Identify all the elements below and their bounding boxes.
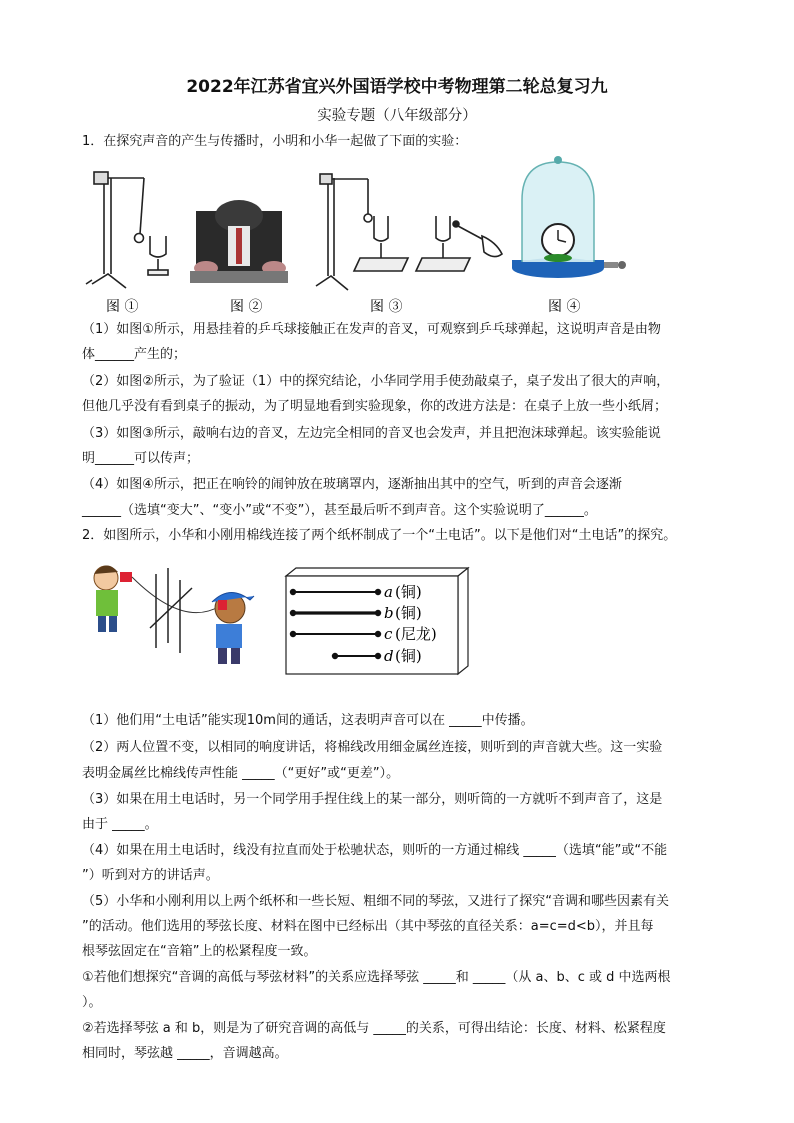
fence-lines bbox=[150, 568, 192, 653]
q2-line-5: 由于 _____。 bbox=[82, 817, 158, 832]
fig3-label: 图 ③ bbox=[370, 299, 403, 315]
fig2-label: 图 ② bbox=[230, 299, 263, 315]
fig3-two-forks bbox=[316, 174, 502, 290]
fig4-bell-jar-clock bbox=[512, 156, 626, 278]
page-subtitle: 实验专题（八年级部分） bbox=[317, 108, 477, 124]
q1-line-3: （2）如图②所示，为了验证（1）中的探究结论，小华同学用手使劲敲桌子，桌子发出了很大的声响， bbox=[82, 374, 670, 389]
q2-line-6: （4）如果在用土电话时，线没有拉直而处于松驰状态，则听的一方通过棉线 _____（选填“能”或“不能 bbox=[82, 843, 668, 858]
q1-line-4: 但他几乎没有看到桌子的振动，为了明显地看到实验现象，你的改进方法是：在桌子上放一些小纸屑； bbox=[82, 399, 668, 414]
fig2-person-table bbox=[190, 200, 288, 283]
string-b-material: (铜) bbox=[395, 604, 422, 622]
kid-right-illustration bbox=[212, 592, 254, 664]
q1-stem: 1．在探究声音的产生与传播时，小明和小华一起做了下面的实验： bbox=[82, 134, 468, 149]
string-a-material: (铜) bbox=[395, 583, 422, 601]
q2-line-7: ”）听到对方的讲话声。 bbox=[82, 868, 219, 883]
q1-line-6: 明______可以传声； bbox=[82, 451, 200, 466]
string-c-material: (尼龙) bbox=[395, 625, 437, 643]
q1-line-8: ______（选填“变大”、“变小”或“不变”），甚至最后听不到声音。这个实验说明了______。 bbox=[82, 503, 597, 518]
q2-line-8: （5）小华和小刚利用以上两个纸杯和一些长短、粗细不同的琴弦，又进行了探究“音调和哪些因素有关 bbox=[82, 894, 670, 909]
q1-line-2: 体______产生的； bbox=[82, 347, 187, 362]
kid-left-illustration bbox=[94, 565, 132, 632]
q1-line-5: （3）如图③所示，敲响右边的音叉，左边完全相同的音叉也会发声，并且把泡沫球弹起。该实验能说 bbox=[82, 426, 661, 441]
q1-line-7: （4）如图④所示，把正在响铃的闹钟放在玻璃罩内，逐渐抽出其中的空气，听到的声音会逐渐 bbox=[82, 477, 622, 492]
q1-line-1: （1）如图①所示，用悬挂着的乒乓球接触正在发声的音叉，可观察到乒乓球弹起，这说明声音是由物 bbox=[82, 322, 661, 337]
q2-line-10: 根琴弦固定在“音箱”上的松紧程度一致。 bbox=[82, 944, 317, 959]
fig1-stand-ball-fork bbox=[86, 172, 168, 288]
q2-line-9: ”的活动。他们选用的琴弦长度、材料在图中已经标出（其中琴弦的直径关系：a=c=d<b），并且每 bbox=[82, 919, 654, 934]
string-a-letter: a bbox=[384, 583, 393, 601]
page-title: 2022年江苏省宜兴外国语学校中考物理第二轮总复习九 bbox=[186, 77, 608, 97]
q2-line-1: （1）他们用“土电话”能实现10m间的通话，这表明声音可以在 _____中传播。 bbox=[82, 713, 534, 728]
q2-line-4: （3）如果在用土电话时，另一个同学用手捏住线上的某一部分，则听筒的一方就听不到声音了，这是 bbox=[82, 792, 663, 807]
fig1-label: 图 ① bbox=[106, 299, 139, 315]
string-d-letter: d bbox=[384, 647, 394, 665]
q2-line-3: 表明金属丝比棉线传声性能 _____（“更好”或“更差”）。 bbox=[82, 766, 400, 781]
q2-line-13: ②若选择琴弦 a 和 b，则是为了研究音调的高低与 _____的关系，可得出结论：长度、材料、松紧程度 bbox=[82, 1021, 666, 1036]
string-b-letter: b bbox=[384, 604, 394, 622]
q2-figures bbox=[88, 558, 478, 683]
q2-line-12: ）。 bbox=[82, 995, 102, 1010]
q1-figures bbox=[78, 156, 638, 321]
fig4-label: 图 ④ bbox=[548, 299, 581, 315]
string-line bbox=[132, 577, 220, 613]
string-d-material: (铜) bbox=[395, 647, 422, 665]
q2-line-11: ①若他们想探究“音调的高低与琴弦材料”的关系应选择琴弦 _____和 _____（从 a、b、c 或 d 中选两根 bbox=[82, 970, 671, 985]
q2-stem: 2．如图所示，小华和小刚用棉线连接了两个纸杯制成了一个“土电话”。以下是他们对“土电话”的探究。 bbox=[82, 528, 677, 543]
q2-line-14: 相同时，琴弦越 _____，音调越高。 bbox=[82, 1046, 288, 1061]
string-c-letter: c bbox=[384, 625, 393, 643]
q2-line-2: （2）两人位置不变，以相同的响度讲话，将棉线改用细金属丝连接，则听到的声音就大些。这一实验 bbox=[82, 740, 663, 755]
